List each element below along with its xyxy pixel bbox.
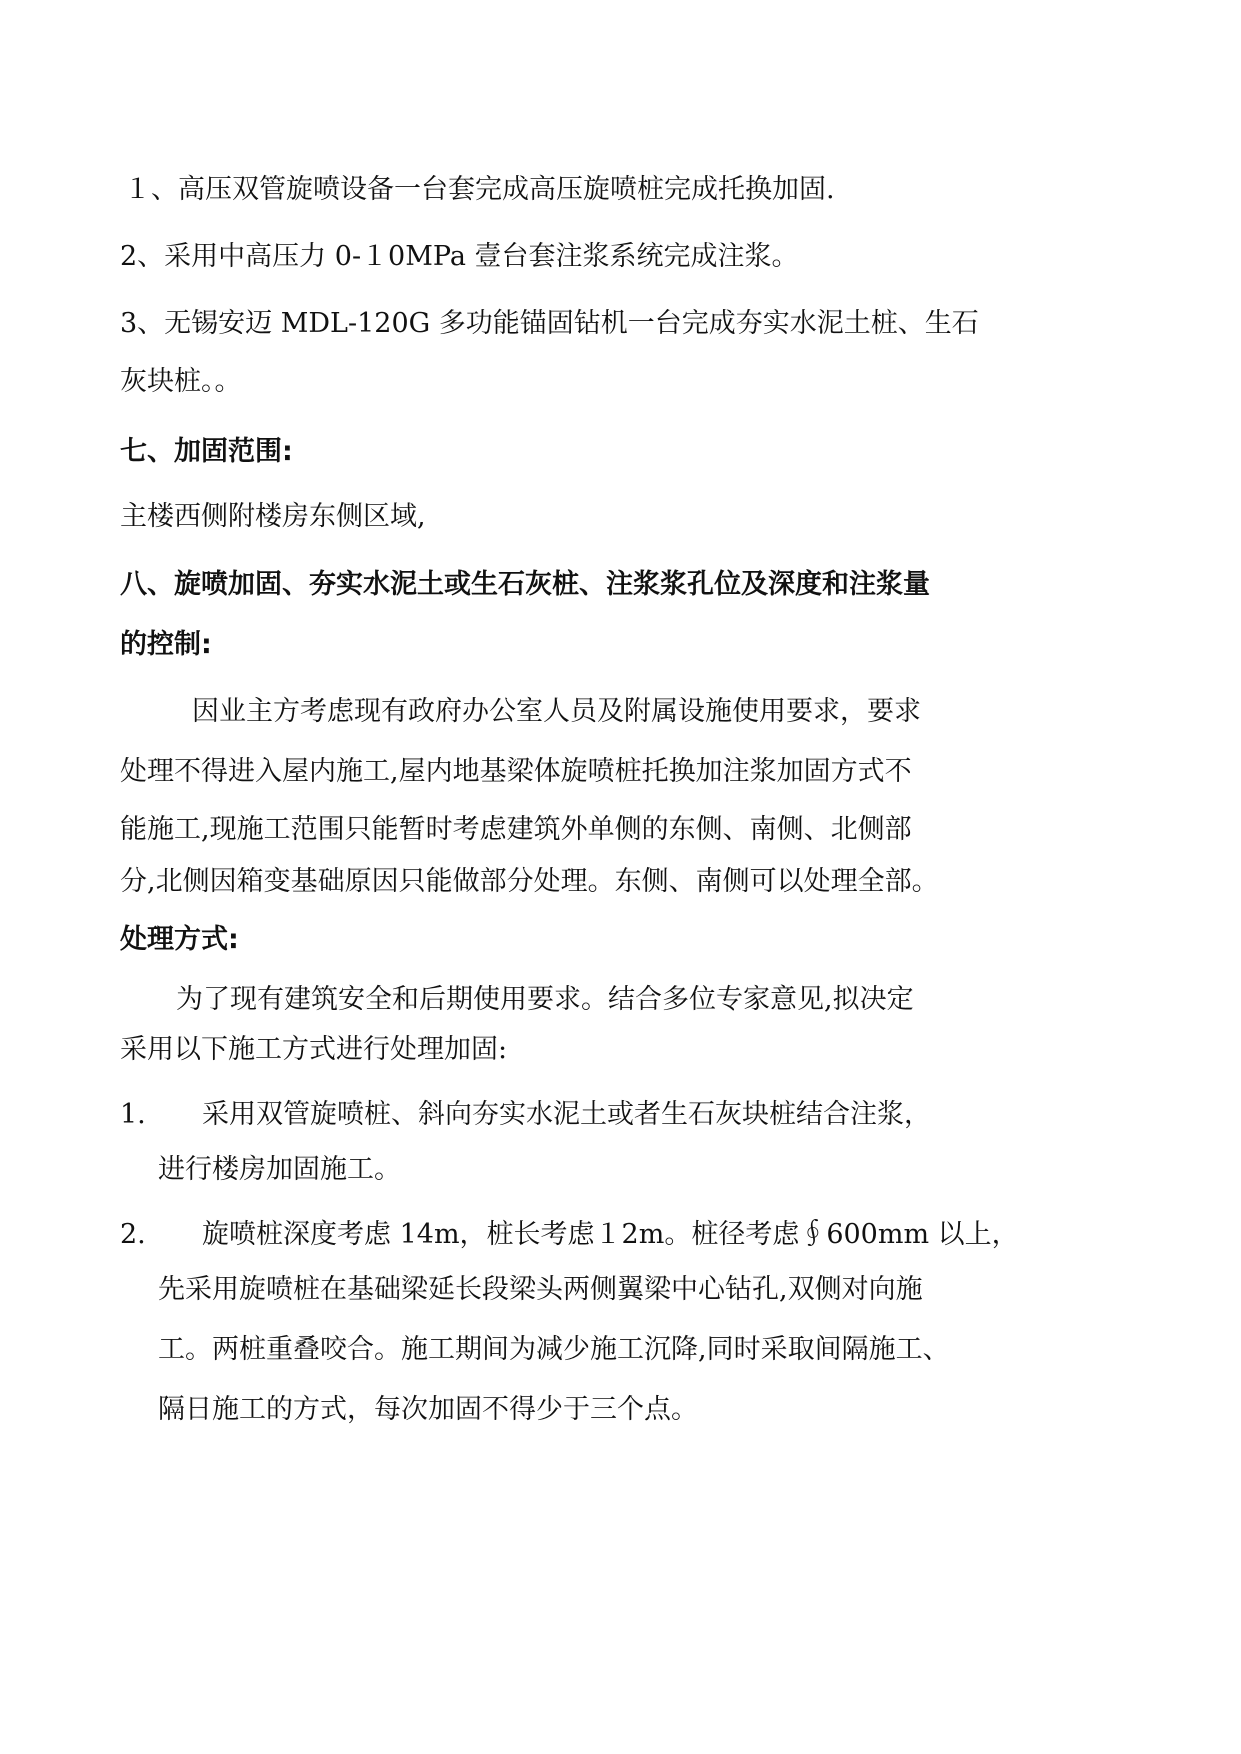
section-8-heading-cont: 的控制:: [120, 629, 212, 660]
equipment-item-3: 3、无锡安迈 MDL-120G 多功能锚固钻机一台完成夯实水泥土桩、生石: [120, 308, 979, 339]
section-7-body: 主楼西侧附楼房东侧区域,: [120, 501, 426, 532]
list-number: 1.: [120, 1099, 146, 1130]
section-8-para-line: 能施工,现施工范围只能暂时考虑建筑外单侧的东侧、南侧、北侧部: [120, 814, 912, 845]
section-8-heading: 八、旋喷加固、夯实水泥土或生石灰桩、注浆浆孔位及深度和注浆量: [120, 569, 930, 600]
method-intro-line: 为了现有建筑安全和后期使用要求。结合多位专家意见,拟决定: [176, 984, 914, 1015]
section-8-para-line: 分,北侧因箱变基础原因只能做部分处理。东侧、南侧可以处理全部。: [120, 866, 939, 897]
list-item-line: 隔日施工的方式，每次加固不得少于三个点。: [158, 1394, 698, 1425]
equipment-item-1: １、高压双管旋喷设备一台套完成高压旋喷桩完成托换加固.: [124, 174, 835, 205]
equipment-item-2: 2、采用中高压力 0-１0MPa 壹台套注浆系统完成注浆。: [120, 241, 799, 272]
list-item-line: 进行楼房加固施工。: [158, 1154, 401, 1185]
section-8-para-line: 处理不得进入屋内施工,屋内地基梁体旋喷桩托换加注浆加固方式不: [120, 756, 912, 787]
list-item-line: 工。两桩重叠咬合。施工期间为减少施工沉降,同时采取间隔施工、: [158, 1334, 950, 1365]
list-item-line: 采用双管旋喷桩、斜向夯实水泥土或者生石灰块桩结合注浆，: [202, 1099, 931, 1130]
section-7-heading: 七、加固范围:: [120, 436, 293, 467]
method-heading: 处理方式:: [120, 924, 239, 955]
list-item-line: 旋喷桩深度考虑 14m，桩长考虑１2m。桩径考虑∮600mm 以上，: [202, 1219, 1019, 1250]
method-intro-line: 采用以下施工方式进行处理加固:: [120, 1034, 508, 1065]
equipment-item-3-cont: 灰块桩。。: [120, 366, 242, 397]
section-8-para-line: 因业主方考虑现有政府办公室人员及附属设施使用要求，要求: [192, 696, 921, 727]
list-item-line: 先采用旋喷桩在基础梁延长段梁头两侧翼梁中心钻孔,双侧对向施: [158, 1274, 923, 1305]
list-number: 2.: [120, 1219, 146, 1250]
